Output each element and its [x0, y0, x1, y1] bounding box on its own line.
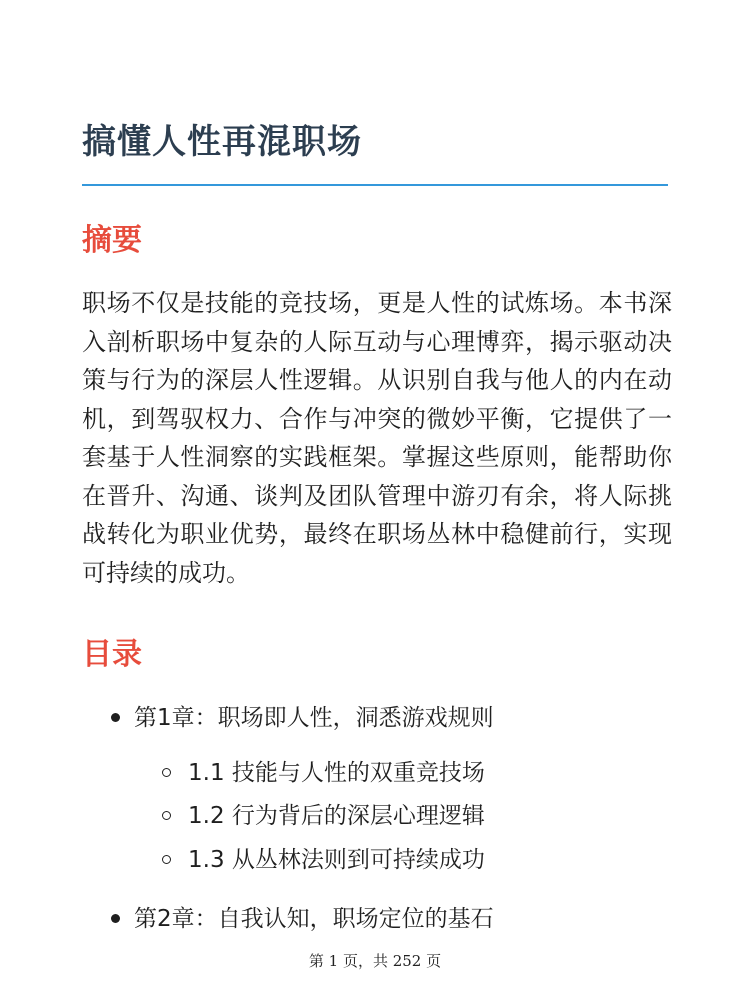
toc-section-1-1[interactable]: 1.1 技能与人性的双重竞技场 — [188, 760, 485, 786]
bullet-disc-icon — [111, 914, 120, 923]
document-title: 搞懂人性再混职场 — [82, 122, 362, 162]
toc-chapter-1[interactable]: 第1章：职场即人性，洞悉游戏规则 — [134, 705, 494, 731]
toc-chapter-2[interactable]: 第2章：自我认知，职场定位的基石 — [134, 906, 494, 932]
summary-text: 职场不仅是技能的竞技场，更是人性的试炼场。本书深入剖析职场中复杂的人际互动与心理博弈，揭示驱动决策与行为的深层人性逻辑。从识别自我与他人的内在动机，到驾驭权力、合作与冲突的微妙平衡，它提供了一套基于人性洞察的实践框架。掌握这些原则，能帮助你在晋升、沟通、谈判及团队管理中游刃有余，将人际挑战转化为职业优势，最终在职场丛林中稳健前行，实现可持续的成功。 — [82, 289, 672, 587]
page-footer: 第 1 页，共 252 页 — [308, 952, 442, 970]
bullet-disc-icon — [111, 713, 120, 722]
bullet-circle-icon — [162, 811, 171, 820]
bullet-circle-icon — [162, 855, 171, 864]
toc-section-1-3[interactable]: 1.3 从丛林法则到可持续成功 — [188, 847, 485, 873]
title-divider — [82, 184, 668, 186]
toc-section-1-2[interactable]: 1.2 行为背后的深层心理逻辑 — [188, 803, 485, 829]
summary-heading: 摘要 — [82, 223, 142, 258]
bullet-circle-icon — [162, 768, 171, 777]
toc-heading: 目录 — [82, 637, 142, 672]
